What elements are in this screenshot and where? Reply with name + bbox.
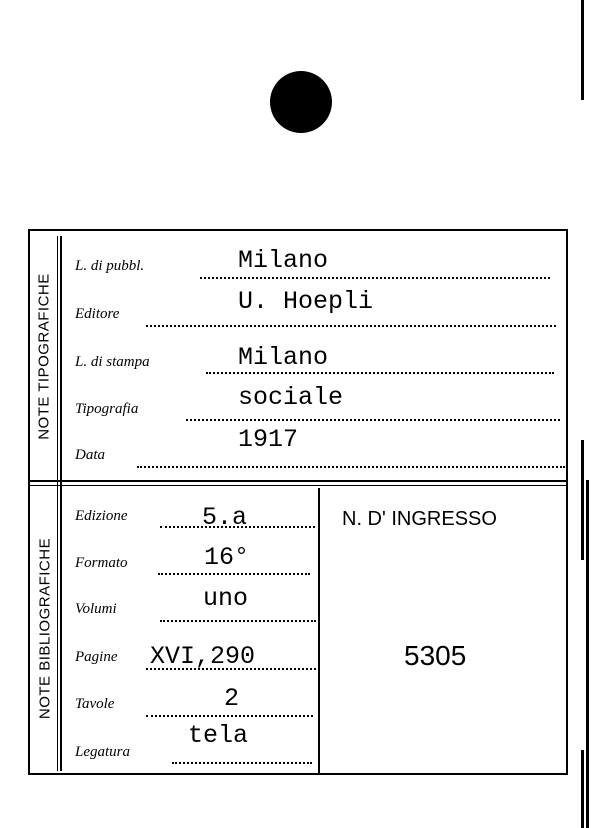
edge-line-top [581,0,584,100]
volumi-value: uno [203,584,249,613]
formato-value: 16° [204,543,250,572]
data-label: Data [75,447,105,463]
section-label-tipografiche: NOTE TIPOGRAFICHE [35,273,53,440]
ingresso-number: 5305 [404,640,467,671]
luogo-pubbl-dots [200,277,550,279]
editore-value: U. Hoepli [238,287,374,316]
pagine-label: Pagine [75,649,118,665]
volumi-label: Volumi [75,601,117,617]
legatura-value: tela [188,721,249,750]
edge-line-bottom [586,480,589,828]
legatura-dots [172,762,312,764]
luogo-stampa-label: L. di stampa [75,354,150,370]
pagine-value: XVI,290 [150,642,256,671]
luogo-pubbl-value: Milano [238,246,329,275]
data-dots [137,466,565,468]
edizione-value: 5.a [202,503,248,532]
ingresso-divider [318,488,320,774]
volumi-dots [160,620,316,622]
punch-hole [270,71,332,133]
adjacent-card-edge [582,0,605,828]
side-rule-thin [57,236,58,771]
tipografia-value: sociale [238,383,344,412]
formato-dots [158,573,310,575]
section-divider [28,480,568,482]
luogo-pubbl-label: L. di pubbl. [75,258,145,274]
tipografia-label: Tipografia [75,401,139,417]
formato-label: Formato [75,555,128,571]
edizione-label: Edizione [75,508,128,524]
tavole-value: 2 [224,684,240,713]
tavole-dots [146,715,313,717]
section-label-bibliografiche: NOTE BIBLIOGRAFICHE [36,537,54,720]
side-rule [60,236,62,771]
edge-line-mid [581,440,584,560]
editore-dots [146,325,556,327]
section-divider-thin [28,485,568,486]
ingresso-label: N. D' INGRESSO [342,508,497,530]
luogo-stampa-value: Milano [238,343,329,372]
data-value: 1917 [238,425,299,454]
editore-label: Editore [75,306,120,322]
luogo-stampa-dots [206,372,554,374]
tipografia-dots [186,419,560,421]
edge-line-low [581,750,584,828]
tavole-label: Tavole [75,696,115,712]
legatura-label: Legatura [75,744,131,760]
